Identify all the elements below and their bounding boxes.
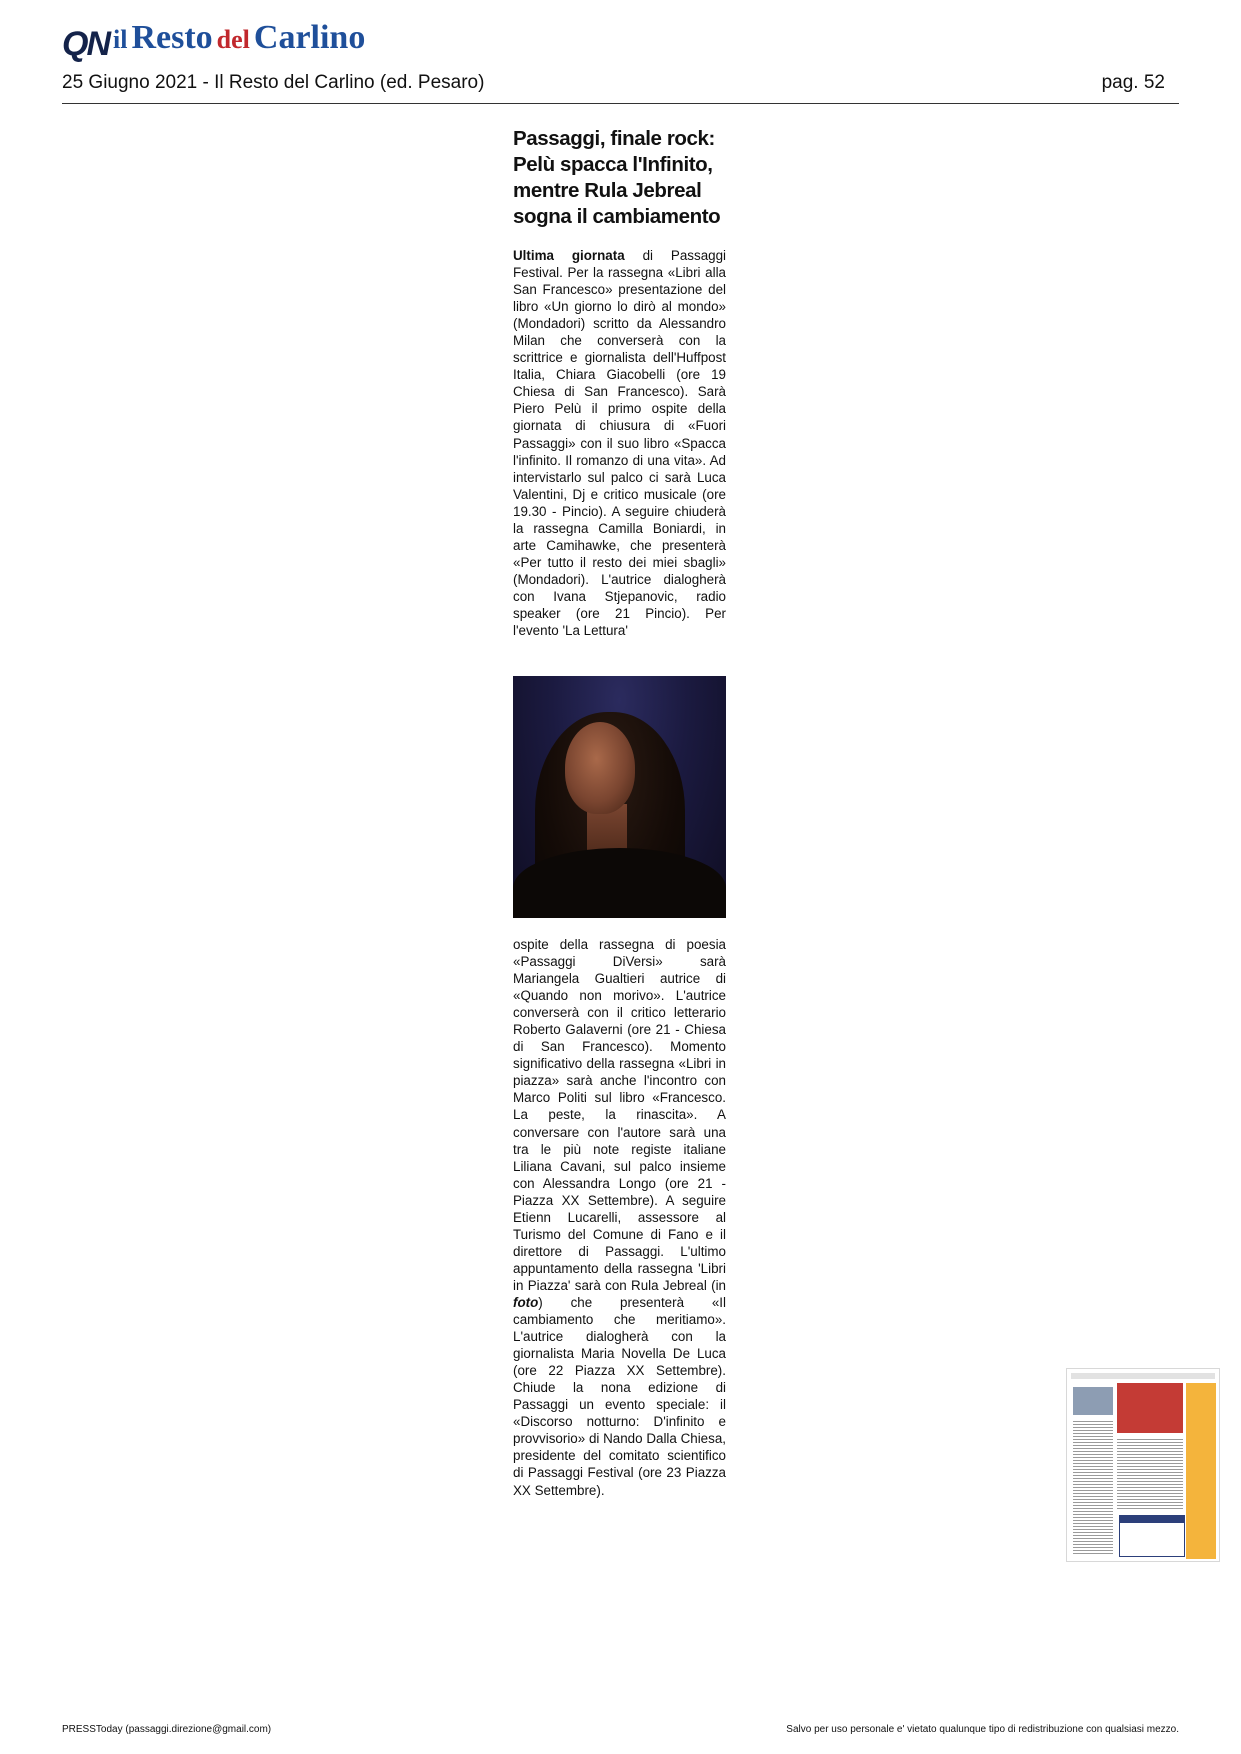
qn-logo: QN bbox=[62, 25, 109, 63]
newspaper-name-il: il bbox=[113, 25, 128, 54]
thumbnail-box bbox=[1119, 1515, 1185, 1557]
rula-jebreal-photo bbox=[513, 676, 726, 918]
article-paragraph-a bbox=[513, 247, 726, 639]
publication-date-line: 25 Giugno 2021 - Il Resto del Carlino (ed. Pesaro) bbox=[62, 72, 485, 93]
photo-face bbox=[565, 722, 635, 814]
newspaper-name-carlino: Carlino bbox=[253, 19, 366, 56]
thumbnail-header-bar bbox=[1071, 1373, 1215, 1379]
paragraph-a-text: di Passaggi Festival. Per la rassegna «Libri alla San Francesco» presentazione del libro «Un giorno lo dirò al mondo» (Mondadori) scritto da Alessandro Milan che converserà con la scrittrice e giornalista dell'Huffpost Italia, Chiara Giacobelli (ore 19 Chiesa di San Francesco). Sarà Piero Pelù il primo ospite della giornata di chiusura di «Fuori Passaggi» con il suo libro «Spacca l'infinito. Il romanzo di una vita». Ad intervistarlo sul palco ci sarà Luca Valentini, Dj e critico musicale (ore 19.30 - Pincio). A seguire chiuderà la rassegna Camilla Boniardi, in arte Camihawke, che presenterà «Per tutto il resto dei miei sbagli» (Mondadori). L'autrice dialogherà con Ivana Stjepanovic, radio speaker (ore 21 Pincio). Per l'evento 'La Lettura' bbox=[513, 248, 727, 639]
article-paragraph-b bbox=[513, 936, 726, 1499]
article-headline-block bbox=[513, 126, 726, 230]
foto-word: foto bbox=[513, 1294, 539, 1310]
headline-line: mentre Rula Jebreal bbox=[513, 179, 702, 202]
thumbnail-sidebar bbox=[1186, 1383, 1216, 1559]
header-divider bbox=[62, 103, 1179, 104]
article-body-bottom bbox=[513, 936, 726, 1499]
newspaper-masthead bbox=[62, 19, 366, 63]
thumbnail-image bbox=[1117, 1383, 1183, 1433]
newspaper-name bbox=[113, 20, 365, 62]
newspaper-name-resto: Resto bbox=[131, 19, 213, 56]
thumbnail-text-column bbox=[1117, 1439, 1183, 1509]
headline-line: sogna il cambiamento bbox=[513, 205, 721, 228]
thumbnail-image bbox=[1073, 1387, 1113, 1415]
footer-source: PRESSToday (passaggi.direzione@gmail.com) bbox=[62, 1724, 272, 1735]
article-headline bbox=[513, 126, 726, 230]
page-thumbnail bbox=[1066, 1368, 1220, 1562]
newspaper-name-del: del bbox=[216, 25, 250, 54]
paragraph-b1-text: ospite della rassegna di poesia «Passaggi DiVersi» sarà Mariangela Gualtieri autrice di «Quando non morivo». L'autrice converserà con il critico letterario Roberto Galaverni (ore 21 - Chiesa di San Francesco). Momento significativo della rassegna «Libri in piazza» sarà anche l'incontro con Marco Politi sul libro «Francesco. La peste, la rinascita». A conversare con l'autore sarà una tra le più note registe italiane Liliana Cavani, sul palco insieme con Alessandra Longo (ore 21 - Piazza XX Settembre). A seguire Etienn Lucarelli, assessore al Turismo del Comune di Fano e il direttore di Passaggi. L'ultimo appuntamento della rassegna 'Libri in Piazza' sarà con Rula Jebreal (in bbox=[513, 937, 726, 1293]
page-number: pag. 52 bbox=[1101, 72, 1165, 93]
headline-line: Pelù spacca l'Infinito, bbox=[513, 153, 713, 176]
page-header bbox=[62, 70, 1179, 100]
paragraph-b2-text: ) che presenterà «Il cambiamento che meritiamo». L'autrice dialogherà con la giornalista Maria Novella De Luca (ore 22 Piazza XX Settembre). Chiude la nona edizione di Passaggi un evento speciale: il «Discorso notturno: D'infinito e provvisorio» di Nando Dalla Chiesa, presidente del comitato scientifico di Passaggi Festival (ore 23 Piazza XX Settembre). bbox=[513, 1294, 726, 1498]
photo-shoulders bbox=[513, 848, 726, 918]
headline-line: Passaggi, finale rock: bbox=[513, 127, 715, 150]
article-lead: Ultima giornata bbox=[513, 248, 625, 263]
thumbnail-text-column bbox=[1073, 1421, 1113, 1555]
article-body-top bbox=[513, 247, 726, 639]
footer-disclaimer: Salvo per uso personale e' vietato qualunque tipo di redistribuzione con qualsiasi mezzo. bbox=[786, 1724, 1179, 1735]
